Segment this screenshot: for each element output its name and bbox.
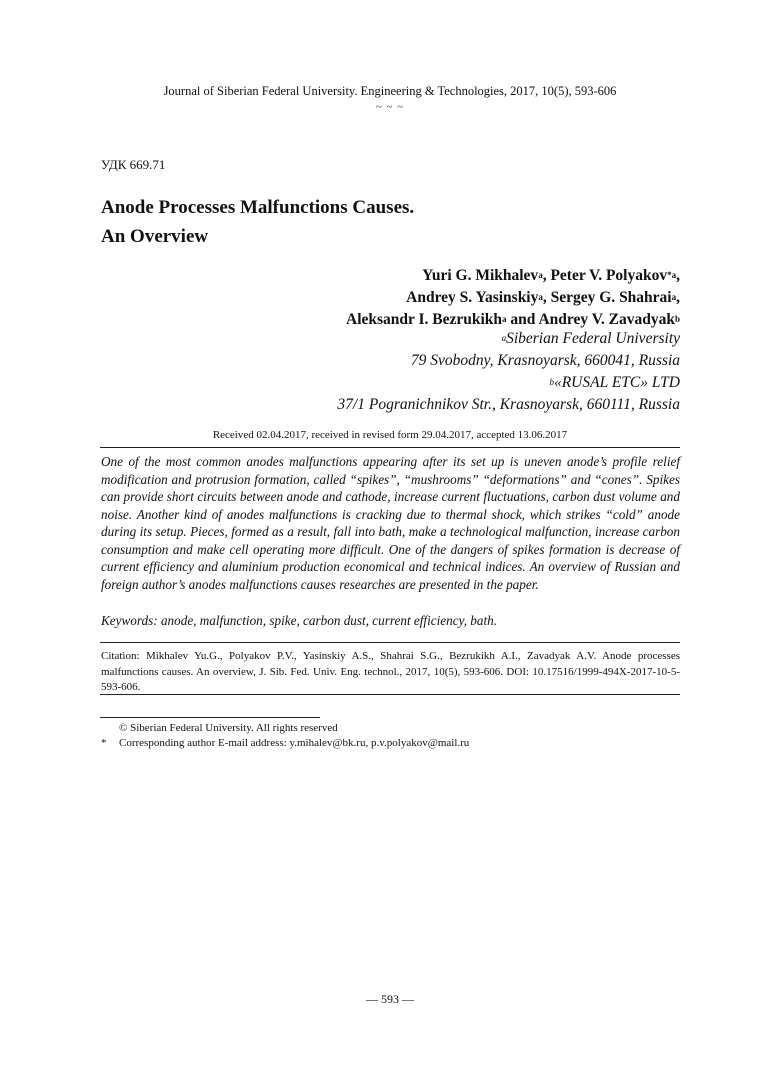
author-list	[346, 265, 680, 331]
received-dates: Received 02.04.2017, received in revised form 29.04.2017, accepted 13.06.2017	[212, 429, 568, 441]
author-sup: a	[538, 270, 543, 280]
affiliation-b-address: 37/1 Pogranichnikov Str., Krasnoyarsk, 660111, Russia	[337, 396, 680, 413]
author-sup: a	[671, 292, 677, 302]
author-name: Peter V. Polyakov	[550, 267, 668, 284]
author-name: Aleksandr I. Bezrukikh	[346, 311, 503, 328]
title-line-1: Anode Processes Malfunctions Causes.	[101, 197, 415, 218]
affiliations	[337, 328, 680, 416]
journal-header: Journal of Siberian Federal University. Engineering & Technologies, 2017, 10(5), 593-606	[163, 84, 617, 98]
author-name: Andrey S. Yasinskiy	[406, 289, 539, 306]
keywords: Keywords: anode, malfunction, spike, carbon dust, current efficiency, bath.	[101, 613, 498, 628]
page-number: — 593 —	[366, 992, 414, 1006]
affiliation-a-address: 79 Svobodny, Krasnoyarsk, 660041, Russia	[410, 352, 680, 369]
divider	[100, 642, 680, 643]
author-sup: b	[674, 314, 680, 324]
author-sup: a	[502, 314, 507, 324]
author-line-3: Aleksandr I. Bezrukikh$^a$ and Andrey V. Zavadyak$^b$	[346, 311, 680, 328]
affiliation-a-name: $^a$Siberian Federal University	[501, 330, 680, 347]
paper-title	[101, 193, 414, 251]
divider	[100, 447, 680, 448]
author-line-1: Yuri G. Mikhalev$^a$, Peter V. Polyakov$^{*a}$,	[422, 267, 680, 284]
author-name: Andrey V. Zavadyak	[538, 311, 675, 328]
header-ornament: ~ ~ ~	[375, 101, 405, 113]
affiliation-sup: a	[501, 333, 507, 343]
citation: Citation: Mikhalev Yu.G., Polyakov P.V., Yasinskiy A.S., Shahrai S.G., Bezrukikh A.I., Zavadyak A.V. Anode processes malfunctions causes. An overview, J. Sib. Fed. Univ. Eng. technol., 2017, 10(5), 593-606. DOI: 10.17516/1999-494X-2017-10-5-593-606.	[101, 650, 680, 693]
author-name: Yuri G. Mikhalev	[422, 267, 539, 284]
divider	[100, 694, 680, 695]
affiliation-sup: b	[549, 377, 554, 387]
author-name: Sergey G. Shahrai	[550, 289, 672, 306]
footnote-mark: *	[101, 737, 107, 749]
udk-code: УДК 669.71	[101, 157, 166, 172]
corresponding-author-footnote: * Corresponding author E-mail address: y.mihalev@bk.ru, p.v.polyakov@mail.ru	[101, 737, 470, 749]
author-line-2: Andrey S. Yasinskiy$^a$, Sergey G. Shahrai$^a$,	[406, 289, 680, 306]
author-sup: *a	[667, 270, 677, 280]
affiliation-b-name: $^b$«RUSAL ETC» LTD	[549, 374, 680, 391]
title-line-2: An Overview	[101, 226, 209, 247]
copyright-footnote: © Siberian Federal University. All rights reserved	[119, 722, 338, 734]
abstract: One of the most common anodes malfunctions appearing after its set up is uneven anode’s profile relief modification and protrusion formation, called “spikes”, “mushrooms” “deformations” and “cones”. Spikes can provide short circuits between anode and cathode, increase current fluctuations, carbon dust volume and noise. Another kind of anodes malfunctions is cracking due to thermal shock, which strikes “cold” anode during its setup. Pieces, formed as a result, fall into bath, make a technological malfunction, increase carbon consumption and make cell operating more difficult. One of the dangers of spikes formation is decrease of current efficiency and aluminium production economical and technical indices. An overview of Russian and foreign author’s anodes malfunctions causes researches are presented in the paper.	[101, 454, 680, 592]
footnote-divider	[100, 717, 320, 718]
author-sup: a	[538, 292, 543, 302]
